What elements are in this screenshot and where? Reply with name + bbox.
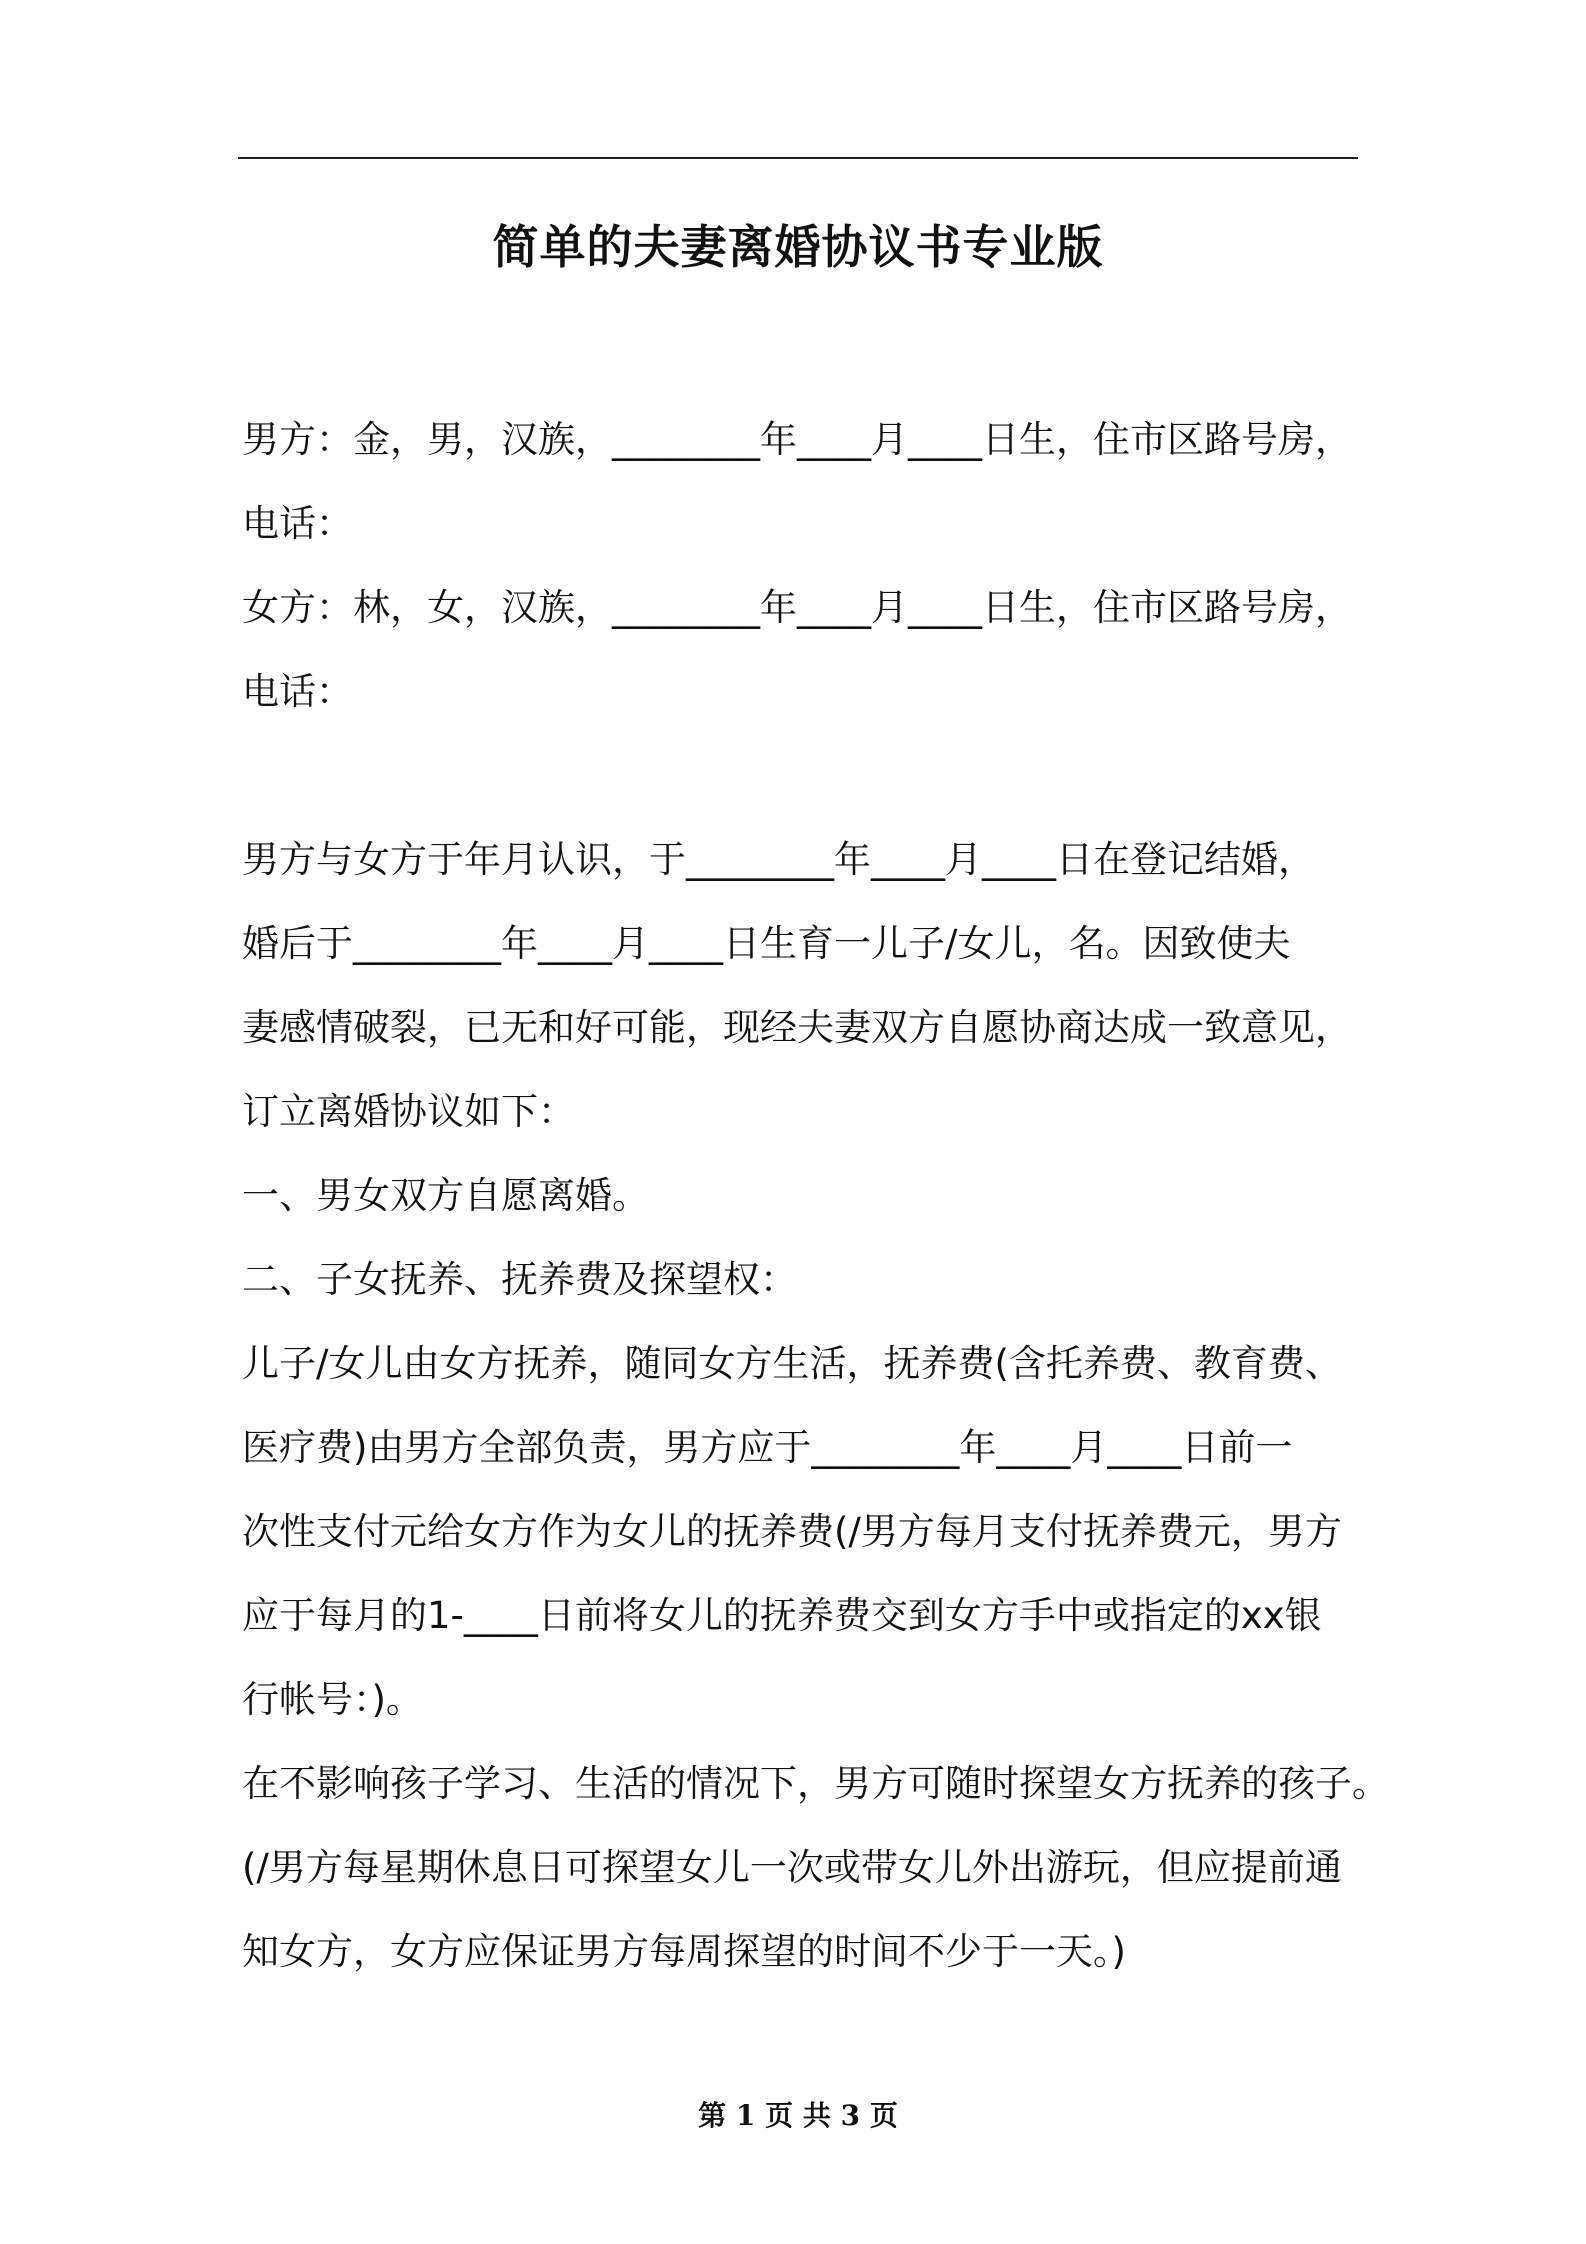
paragraph-line: 次性支付元给女方作为女儿的抚养费(/男方每月支付抚养费元，男方 <box>242 1510 1342 1553</box>
party-male-line: 男方：金，男，汉族，________年____月____日生，住市区路号房， <box>242 418 1352 461</box>
party-female-line: 女方：林，女，汉族，________年____月____日生，住市区路号房， <box>242 586 1352 629</box>
paragraph-line: 应于每月的1-____日前将女儿的抚养费交到女方手中或指定的xx银 <box>242 1594 1322 1637</box>
page-number-footer: 第 1 页 共 3 页 <box>698 2099 898 2132</box>
page-title: 简单的夫妻离婚协议书专业版 <box>492 220 1104 274</box>
paragraph-line: 妻感情破裂，已无和好可能，现经夫妻双方自愿协商达成一致意见， <box>242 1006 1352 1049</box>
party-male-phone: 电话： <box>242 502 353 545</box>
paragraph-line: 婚后于________年____月____日生育一儿子/女儿，名。因致使夫 <box>242 922 1291 965</box>
paragraph-line: 在不影响孩子学习、生活的情况下，男方可随时探望女方抚养的孩子。 <box>242 1762 1389 1805</box>
paragraph-line: 行帐号：)。 <box>242 1678 423 1721</box>
paragraph-gap <box>242 734 1358 818</box>
clause-1: 一、男女双方自愿离婚。 <box>242 1174 649 1217</box>
paragraph-line: 儿子/女儿由女方抚养，随同女方生活，抚养费(含托养费、教育费、 <box>242 1342 1342 1385</box>
document-body <box>242 398 1389 1994</box>
party-female-phone: 电话： <box>242 670 353 713</box>
clause-2-heading: 二、子女抚养、抚养费及探望权： <box>242 1258 797 1301</box>
paragraph-line: (/男方每星期休息日可探望女儿一次或带女儿外出游玩，但应提前通 <box>242 1846 1342 1889</box>
paragraph-line: 男方与女方于年月认识，于________年____月____日在登记结婚， <box>242 838 1315 881</box>
header-rule <box>238 157 1358 159</box>
paragraph-line: 知女方，女方应保证男方每周探望的时间不少于一天。) <box>242 1930 1126 1973</box>
paragraph-line: 订立离婚协议如下： <box>242 1090 575 1133</box>
paragraph-line: 医疗费)由男方全部负责，男方应于________年____月____日前一 <box>242 1426 1293 1469</box>
